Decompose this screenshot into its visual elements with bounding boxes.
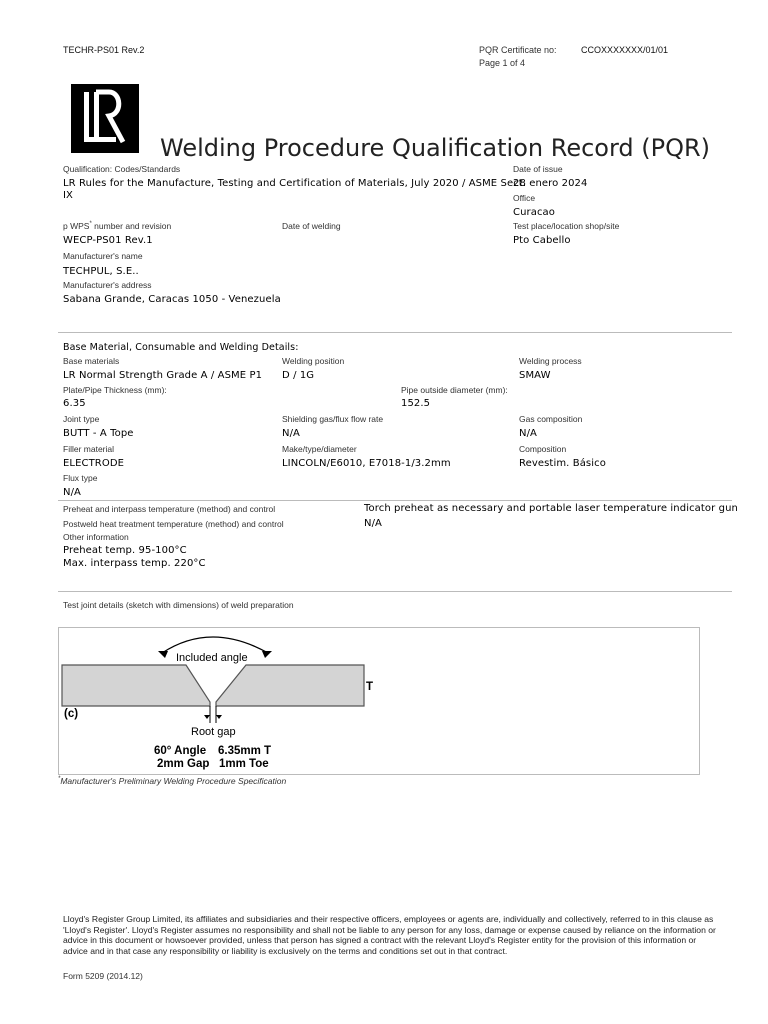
qualification-value-cont: IX: [63, 190, 73, 201]
wps-label: [63, 221, 171, 231]
date-of-welding-label: Date of welding: [282, 221, 341, 231]
manufacturer-address-label: Manufacturer's address: [63, 280, 152, 290]
wps-value: WECP-PS01 Rev.1: [63, 235, 153, 246]
arrow-left: [158, 651, 168, 658]
page-number: Page 1 of 4: [479, 58, 526, 68]
form-number: Form 5209 (2014.12): [63, 971, 143, 981]
welding-process-value: SMAW: [519, 370, 551, 381]
welding-position-value: D / 1G: [282, 370, 315, 381]
filler-material-label: Filler material: [63, 444, 115, 454]
thickness-t-label: T: [366, 681, 374, 693]
welding-process-label: Welding process: [519, 356, 582, 366]
make-type-label: Make/type/diameter: [282, 444, 357, 454]
footnote-mark: *: [58, 776, 61, 783]
composition-label: Composition: [519, 444, 567, 454]
lloyds-register-logo: [71, 84, 139, 153]
right-plate: [216, 665, 364, 706]
weld-joint-sketch: [58, 627, 388, 773]
gas-composition-value: N/A: [519, 428, 537, 439]
flux-type-value: N/A: [63, 487, 81, 498]
flux-type-label: Flux type: [63, 473, 98, 483]
office-value: Curacao: [513, 207, 556, 218]
sketch-c-label: (c): [64, 708, 79, 720]
cert-label: PQR Certificate no:: [479, 45, 557, 55]
disclaimer: Lloyd's Register Group Limited, its affiliates and subsidiaries and their respective officers, employees or agents are, individually and collectively, referred to in this clause as 'Lloyd's Register'. Lloyd's Register assumes no responsibility and shall not be liable to any person for any loss, damage or expense caused by reliance on the information or advice in this document or howsoever provided, unless that person has signed a contract with the relevant Lloyd's Register entity for the provision of this information or advice and in that case any responsibility or liability is exclusively on the terms and conditions set out in that contract.: [63, 914, 716, 956]
page-title: Welding Procedure Qualification Record (PQR): [160, 134, 711, 162]
manufacturer-address-value: Sabana Grande, Caracas 1050 - Venezuela: [63, 294, 281, 305]
qualification-value: LR Rules for the Manufacture, Testing and Certification of Materials, July 2020 / ASME Sect.: [63, 178, 527, 189]
date-of-issue-label: Date of issue: [513, 164, 563, 174]
footnote: [58, 776, 286, 786]
office-label: Office: [513, 193, 536, 203]
preheat-value: Torch preheat as necessary and portable laser temperature indicator gun: [364, 503, 738, 514]
other-info-line2: Max. interpass temp. 220°C: [63, 558, 206, 569]
gas-composition-label: Gas composition: [519, 414, 583, 424]
manufacturer-name-value: TECHPUL, S.E..: [63, 266, 139, 277]
thickness-dimension: 6.35mm T: [218, 745, 272, 757]
pwht-label: Postweld heat treatment temperature (method) and control: [63, 519, 284, 529]
gap-dimension: 2mm Gap: [157, 758, 210, 770]
cert-number: CCOXXXXXXX/01/01: [581, 45, 669, 55]
sketch-label: Test joint details (sketch with dimensions) of weld preparation: [63, 600, 294, 610]
base-materials-label: Base materials: [63, 356, 120, 366]
wps-label-prefix: p WPS: [63, 221, 90, 231]
other-info-line1: Preheat temp. 95-100°C: [63, 545, 187, 556]
divider: [58, 591, 732, 592]
divider: [58, 500, 732, 501]
form-id: TECHR-PS01 Rev.2: [63, 45, 145, 55]
welding-position-label: Welding position: [282, 356, 345, 366]
thickness-label: Plate/Pipe Thickness (mm):: [63, 385, 167, 395]
toe-dimension: 1mm Toe: [219, 758, 269, 770]
manufacturer-name-label: Manufacturer's name: [63, 251, 143, 261]
date-of-issue-value: 28 enero 2024: [513, 178, 588, 189]
qualification-label: Qualification: Codes/Standards: [63, 164, 181, 174]
preheat-label: Preheat and interpass temperature (method) and control: [63, 504, 276, 514]
joint-type-value: BUTT - A Tope: [63, 428, 134, 439]
pipe-diameter-value: 152.5: [401, 398, 431, 409]
divider: [58, 332, 732, 333]
included-angle-label: Included angle: [176, 652, 248, 664]
make-type-value: LINCOLN/E6010, E7018-1/3.2mm: [282, 458, 451, 469]
test-place-value: Pto Cabello: [513, 235, 571, 246]
other-info-label: Other information: [63, 532, 129, 542]
wps-label-suffix: number and revision: [91, 221, 172, 231]
test-place-label: Test place/location shop/site: [513, 221, 620, 231]
pipe-diameter-label: Pipe outside diameter (mm):: [401, 385, 508, 395]
arrow-right: [262, 651, 272, 658]
thickness-value: 6.35: [63, 398, 86, 409]
shielding-label: Shielding gas/flux flow rate: [282, 414, 384, 424]
wps-footnote-mark: *: [89, 221, 92, 228]
root-gap-label: Root gap: [191, 726, 236, 738]
gap-arrow-left: [204, 715, 210, 719]
filler-material-value: ELECTRODE: [63, 458, 125, 469]
joint-type-label: Joint type: [63, 414, 100, 424]
pwht-value: N/A: [364, 518, 382, 529]
gap-arrow-right: [216, 715, 222, 719]
base-materials-value: LR Normal Strength Grade A / ASME P1: [63, 370, 263, 381]
angle-dimension: 60° Angle: [154, 745, 207, 757]
composition-value: Revestim. Básico: [519, 458, 606, 469]
footnote-text: Manufacturer's Preliminary Welding Procedure Specification: [60, 776, 287, 786]
shielding-value: N/A: [282, 428, 300, 439]
left-plate: [62, 665, 210, 706]
section-title: Base Material, Consumable and Welding Details:: [63, 342, 299, 353]
